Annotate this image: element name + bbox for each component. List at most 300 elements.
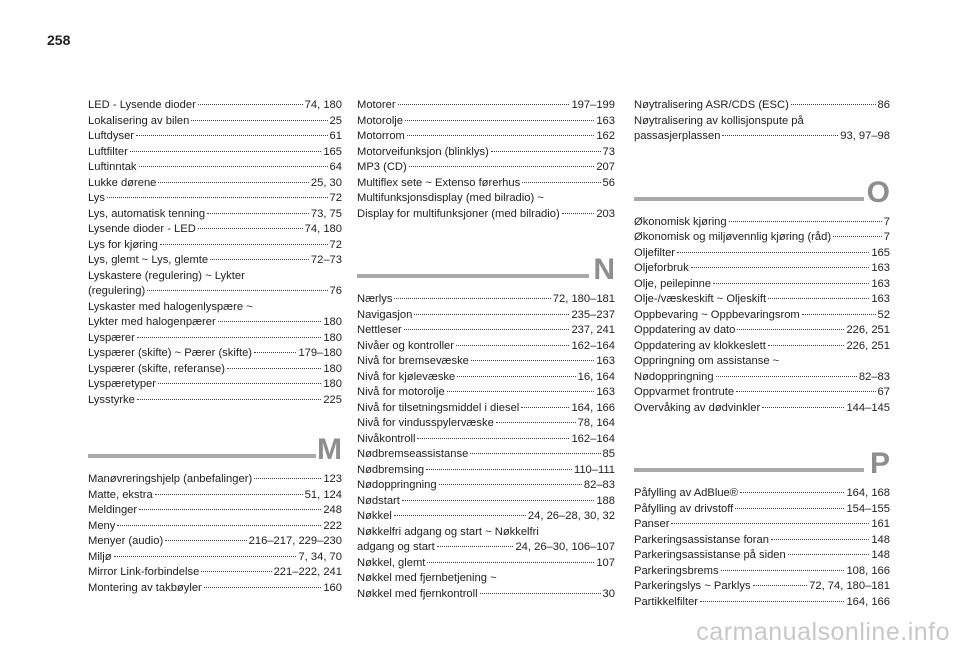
page-reference: 51, 124 <box>304 488 342 501</box>
index-entry <box>634 401 890 417</box>
index-entry <box>88 114 342 130</box>
index-term: Oppvarmet frontrute <box>634 386 735 398</box>
index-entry-line <box>634 385 890 401</box>
page-reference: 148 <box>871 549 890 561</box>
index-entry <box>88 269 342 300</box>
index-term: Nivå for motorolje <box>357 386 445 398</box>
index-term: Parkeringsassistanse foran <box>634 533 769 546</box>
index-entry <box>88 238 342 254</box>
index-entry <box>88 145 342 161</box>
index-entry-line <box>88 534 342 550</box>
index-entry <box>634 354 890 385</box>
index-entry <box>357 176 615 192</box>
index-entry <box>634 98 890 114</box>
dot-leader <box>713 283 869 284</box>
page-reference: 225 <box>323 393 342 406</box>
page-reference: 7 <box>883 215 890 228</box>
index-entry <box>357 292 615 308</box>
index-entry <box>357 98 615 114</box>
dot-leader <box>716 376 857 377</box>
index-entry <box>634 579 890 595</box>
index-term: Nøytralisering ASR/CDS (ESC) <box>634 99 789 111</box>
dot-leader <box>753 585 808 586</box>
index-entry-line <box>357 339 615 355</box>
index-term: Motorrom <box>357 130 405 142</box>
dot-leader <box>136 135 328 136</box>
index-term: Olje-/væskeskift ~ Oljeskift <box>634 293 767 305</box>
section-header-m <box>88 432 342 472</box>
index-term: Nivåkontroll <box>357 432 416 445</box>
page-reference: 74, 180 <box>304 223 342 235</box>
index-term: Lys for kjøring <box>88 238 158 251</box>
index-term: Lokalisering av bilen <box>88 114 190 127</box>
index-term: Nødoppringning <box>357 479 437 491</box>
index-term: Nøytralisering av kollisjonspute på <box>634 114 804 127</box>
index-entry <box>357 571 615 602</box>
dot-leader <box>437 546 514 547</box>
index-entry <box>634 114 890 145</box>
dot-leader <box>788 554 870 555</box>
dot-leader <box>417 438 569 439</box>
index-term: Nødstart <box>357 494 400 507</box>
index-entry <box>88 377 342 393</box>
index-entry <box>357 191 615 222</box>
page-reference: 164, 166 <box>571 401 615 414</box>
index-entry-line <box>357 98 615 114</box>
dot-leader <box>735 508 844 509</box>
index-entry-line <box>634 401 890 417</box>
index-entry-line <box>357 207 615 223</box>
index-entry <box>634 385 890 401</box>
index-entry-line <box>357 114 615 130</box>
index-entry-line <box>88 472 342 488</box>
index-entry-line <box>88 362 342 378</box>
index-entry <box>88 393 342 409</box>
index-term: Menyer (audio) <box>88 535 164 547</box>
index-entry-line <box>634 98 890 114</box>
index-term: Oljeforbruk <box>634 262 689 274</box>
index-entry-line <box>634 533 890 549</box>
index-entry-line <box>357 556 615 572</box>
index-term: Lykter med halogenpærer <box>88 316 216 328</box>
index-entry-line <box>634 354 890 370</box>
page-reference: 161 <box>871 518 890 530</box>
dot-leader <box>496 422 576 423</box>
dot-leader <box>158 383 321 384</box>
index-entry <box>357 354 615 370</box>
dot-leader <box>833 236 882 237</box>
dot-leader <box>802 314 876 315</box>
index-term: Nøkkel <box>357 510 392 522</box>
index-entry <box>88 160 342 176</box>
index-entry <box>88 129 342 145</box>
index-entry-line <box>88 191 342 207</box>
dot-leader <box>736 391 875 392</box>
dot-leader <box>254 478 321 479</box>
index-entry <box>357 416 615 432</box>
index-term: Overvåking av dødvinkler <box>634 401 761 414</box>
dot-leader <box>562 213 595 214</box>
index-entry <box>357 114 615 130</box>
page-reference: 72, 74, 180–181 <box>809 580 890 592</box>
section-letter: O <box>866 175 890 209</box>
dot-leader <box>137 337 321 338</box>
index-entry-line <box>88 176 342 192</box>
page-reference: 25 <box>329 114 342 127</box>
index-entry <box>357 432 615 448</box>
index-entry-line <box>357 478 615 494</box>
page-reference: 163 <box>871 293 890 305</box>
index-term: Lyspæretyper <box>88 378 156 390</box>
page-reference: 164, 166 <box>846 595 890 608</box>
dot-leader <box>204 587 322 588</box>
index-term: Multiflex sete ~ Extenso førerhus <box>357 176 521 189</box>
dot-leader <box>700 601 844 602</box>
index-term: Lysende dioder - LED <box>88 223 196 235</box>
dot-leader <box>394 298 550 299</box>
dot-leader <box>207 213 309 214</box>
page-reference: 78, 164 <box>577 417 615 429</box>
index-entry-line <box>357 447 615 463</box>
index-entry <box>88 331 342 347</box>
page-reference: 164, 168 <box>846 487 890 499</box>
dot-leader <box>768 298 869 299</box>
page-reference: 144–145 <box>846 401 890 414</box>
index-entry-line <box>88 550 342 566</box>
dot-leader <box>398 104 570 105</box>
section-divider <box>634 197 864 201</box>
index-entry <box>88 565 342 581</box>
index-entry-line <box>88 222 342 238</box>
index-term: Manøvreringshjelp (anbefalinger) <box>88 473 253 485</box>
index-entry-line <box>634 339 890 355</box>
index-entry-line <box>357 494 615 510</box>
page-reference: 64 <box>329 161 342 173</box>
page-reference: 110–111 <box>573 463 615 476</box>
index-entry <box>88 222 342 238</box>
index-entry-line <box>634 564 890 580</box>
index-entry-line <box>88 269 342 285</box>
dot-leader <box>471 360 594 361</box>
index-entry <box>357 339 615 355</box>
dot-leader <box>521 407 569 408</box>
index-term: Luftfilter <box>88 145 128 158</box>
index-term: Nettleser <box>357 324 402 336</box>
page-reference: 72, 180–181 <box>552 293 615 305</box>
index-entry-line <box>634 548 890 564</box>
dot-leader <box>414 314 569 315</box>
dot-leader <box>439 484 582 485</box>
page-reference: 203 <box>596 207 615 220</box>
dot-leader <box>722 135 838 136</box>
page-reference: 162–164 <box>571 432 615 445</box>
page-reference: 165 <box>323 145 342 158</box>
index-term: Nødbremseassistanse <box>357 448 469 460</box>
index-entry <box>357 323 615 339</box>
index-term: Nødoppringning <box>634 370 714 383</box>
index-entry <box>88 550 342 566</box>
index-entry <box>357 525 615 556</box>
index-entry-line <box>357 160 615 176</box>
index-term: Panser <box>634 518 670 530</box>
dot-leader <box>201 571 271 572</box>
page-reference: 74, 180 <box>304 99 342 111</box>
index-term: Påfylling av drivstoff <box>634 502 734 515</box>
index-term: adgang og start <box>357 541 435 553</box>
index-term: Miljø <box>88 550 112 563</box>
index-entry-line <box>88 488 342 504</box>
index-entry-line <box>634 370 890 386</box>
index-entry <box>357 370 615 386</box>
page-reference: 30 <box>602 587 615 600</box>
index-entry-line <box>634 277 890 293</box>
index-term: Matte, ekstra <box>88 488 153 501</box>
index-entry-line <box>357 571 615 587</box>
index-entry-line <box>88 98 342 114</box>
index-entry <box>357 385 615 401</box>
index-term: Luftdyser <box>88 130 135 142</box>
index-entry <box>357 463 615 479</box>
dot-leader <box>191 120 327 121</box>
index-term: (regulering) <box>88 285 146 297</box>
index-entry-line <box>357 525 615 541</box>
index-term: Lyspærer (skifte, referanse) <box>88 362 225 375</box>
index-entry <box>88 98 342 114</box>
index-entry <box>357 556 615 572</box>
dot-leader <box>768 345 845 346</box>
page-reference: 207 <box>596 161 615 173</box>
index-entry-line <box>357 587 615 603</box>
index-entry-line <box>88 346 342 362</box>
page-reference: 179–180 <box>298 347 342 359</box>
page-reference: 52 <box>877 308 890 321</box>
dot-leader <box>447 391 595 392</box>
dot-leader <box>227 368 321 369</box>
page-reference: 162–164 <box>571 339 615 352</box>
page-reference: 61 <box>329 130 342 142</box>
page-reference: 85 <box>602 448 615 460</box>
page-reference: 72 <box>329 192 342 204</box>
dot-leader <box>407 135 594 136</box>
index-entry <box>88 300 342 331</box>
dot-leader <box>394 515 526 516</box>
index-term: Parkeringslys ~ Parklys <box>634 580 751 592</box>
index-entry <box>88 207 342 223</box>
index-entry-line <box>634 595 890 611</box>
page-reference: 163 <box>596 386 615 398</box>
dot-leader <box>427 562 594 563</box>
index-entry-line <box>88 207 342 223</box>
index-entry <box>634 323 890 339</box>
watermark: carmanualsonline.info <box>696 618 950 646</box>
dot-leader <box>740 492 844 493</box>
page-reference: 7, 34, 70 <box>298 550 342 563</box>
index-entry <box>357 478 615 494</box>
index-entry-line <box>634 215 890 231</box>
page-reference: 188 <box>596 494 615 507</box>
section-letter: P <box>869 447 890 480</box>
dot-leader <box>762 407 844 408</box>
page-reference: 56 <box>602 176 615 189</box>
dot-leader <box>155 494 303 495</box>
section-letter: M <box>317 433 342 466</box>
page-reference: 163 <box>871 262 890 274</box>
section-divider <box>357 274 589 278</box>
index-entry <box>357 308 615 324</box>
index-entry <box>634 308 890 324</box>
index-term: Nøkkelfri adgang og start ~ Nøkkelfri <box>357 525 539 538</box>
index-entry-line <box>357 432 615 448</box>
index-entry-line <box>357 129 615 145</box>
index-entry-line <box>357 509 615 525</box>
index-term: Nøkkel med fjernkontroll <box>357 587 478 600</box>
dot-leader <box>402 500 594 501</box>
index-entry-line <box>357 416 615 432</box>
section-divider <box>634 468 864 472</box>
dot-leader <box>210 259 309 260</box>
index-entry <box>88 362 342 378</box>
dot-leader <box>404 329 570 330</box>
index-term: Meldinger <box>88 504 138 516</box>
dot-leader <box>409 166 595 167</box>
index-entry-line <box>634 502 890 518</box>
dot-leader <box>480 593 601 594</box>
index-term: Multifunksjonsdisplay (med bilradio) ~ <box>357 192 544 204</box>
index-entry-line <box>634 486 890 502</box>
index-entry-line <box>357 401 615 417</box>
dot-leader <box>522 182 600 183</box>
dot-leader <box>114 556 297 557</box>
page-reference: 163 <box>871 277 890 290</box>
dot-leader <box>160 244 328 245</box>
page-reference: 180 <box>323 378 342 390</box>
index-entry <box>634 595 890 611</box>
dot-leader <box>671 523 869 524</box>
page-reference: 24, 26–28, 30, 32 <box>527 510 615 522</box>
index-entry <box>357 129 615 145</box>
index-term: Økonomisk og miljøvennlig kjøring (råd) <box>634 231 832 243</box>
dot-leader <box>139 509 321 510</box>
page-reference: 107 <box>596 556 615 569</box>
index-term: Nøkkel med fjernbetjening ~ <box>357 572 497 584</box>
index-term: Motorolje <box>357 114 404 127</box>
index-entry-line <box>357 354 615 370</box>
dot-leader <box>107 197 328 198</box>
index-term: Navigasjon <box>357 308 413 321</box>
index-entry-line <box>88 160 342 176</box>
index-entry-line <box>88 114 342 130</box>
index-entry-line <box>634 261 890 277</box>
page-reference: 162 <box>596 130 615 142</box>
index-term: Oppdatering av dato <box>634 324 736 336</box>
dot-leader <box>158 182 308 183</box>
index-term: Nøkkel, glemt <box>357 556 426 569</box>
dot-leader <box>456 345 569 346</box>
index-entry-line <box>634 579 890 595</box>
index-term: Lysstyrke <box>88 393 135 406</box>
dot-leader <box>139 166 328 167</box>
index-entry <box>634 502 890 518</box>
dot-leader <box>677 252 869 253</box>
page-reference: 73, 75 <box>310 207 342 220</box>
index-term: Lyspærer <box>88 331 135 344</box>
page-reference: 180 <box>323 362 342 375</box>
index-term: Lys <box>88 192 105 204</box>
page-reference: 82–83 <box>858 370 890 383</box>
page-reference: 180 <box>323 331 342 344</box>
page-reference: 222 <box>323 519 342 532</box>
index-term: Parkeringsbrems <box>634 564 719 577</box>
index-entry-line <box>634 129 890 145</box>
dot-leader <box>405 120 594 121</box>
index-entry <box>88 253 342 269</box>
index-entry-line <box>88 581 342 597</box>
section-header-n <box>357 252 615 292</box>
dot-leader <box>198 228 303 229</box>
index-entry <box>357 447 615 463</box>
index-entry-line <box>88 331 342 347</box>
index-term: Motorveifunksjon (blinklys) <box>357 145 489 158</box>
page-reference: 148 <box>871 533 890 546</box>
dot-leader <box>130 151 322 152</box>
section-divider <box>88 454 316 458</box>
dot-leader <box>165 540 246 541</box>
page-reference: 67 <box>877 386 890 398</box>
index-entry <box>88 581 342 597</box>
page-reference: 226, 251 <box>846 324 890 336</box>
index-term: Luftinntak <box>88 161 137 173</box>
page-reference: 197–199 <box>571 99 615 111</box>
page-reference: 154–155 <box>846 502 890 515</box>
dot-leader <box>117 525 321 526</box>
index-term: Oljefilter <box>634 246 676 259</box>
index-entry-line <box>357 176 615 192</box>
index-entry <box>634 339 890 355</box>
index-entry <box>88 346 342 362</box>
dot-leader <box>721 570 845 571</box>
index-entry <box>88 191 342 207</box>
index-term: Oppbevaring ~ Oppbevaringsrom <box>634 308 800 321</box>
index-entry-line <box>357 308 615 324</box>
index-entry <box>88 488 342 504</box>
index-entry-line <box>88 519 342 535</box>
index-entry-line <box>88 503 342 519</box>
page-reference: 82–83 <box>583 479 615 491</box>
index-entry-line <box>88 300 342 316</box>
index-entry-line <box>357 463 615 479</box>
index-entry <box>634 517 890 533</box>
index-entry <box>634 548 890 564</box>
index-term: Lys, glemt ~ Lys, glemte <box>88 254 209 266</box>
index-entry-line <box>357 385 615 401</box>
index-entry <box>357 509 615 525</box>
page-reference: 237, 241 <box>571 324 615 336</box>
page-reference: 180 <box>323 316 342 328</box>
page-reference: 93, 97–98 <box>840 130 890 142</box>
index-term: Montering av takbøyler <box>88 581 202 594</box>
index-term: Lyspærer (skifte) ~ Pærer (skifte) <box>88 347 253 359</box>
dot-leader <box>737 329 844 330</box>
dot-leader <box>137 399 321 400</box>
index-column-1 <box>88 98 342 596</box>
section-letter: N <box>593 253 615 286</box>
index-column-2 <box>357 98 615 602</box>
page-reference: 235–237 <box>571 308 615 321</box>
index-column-3 <box>634 98 890 610</box>
index-term: Lyskastere (regulering) ~ Lykter <box>88 269 245 282</box>
page-reference: 248 <box>323 504 342 516</box>
index-term: Lukke dørene <box>88 176 157 189</box>
